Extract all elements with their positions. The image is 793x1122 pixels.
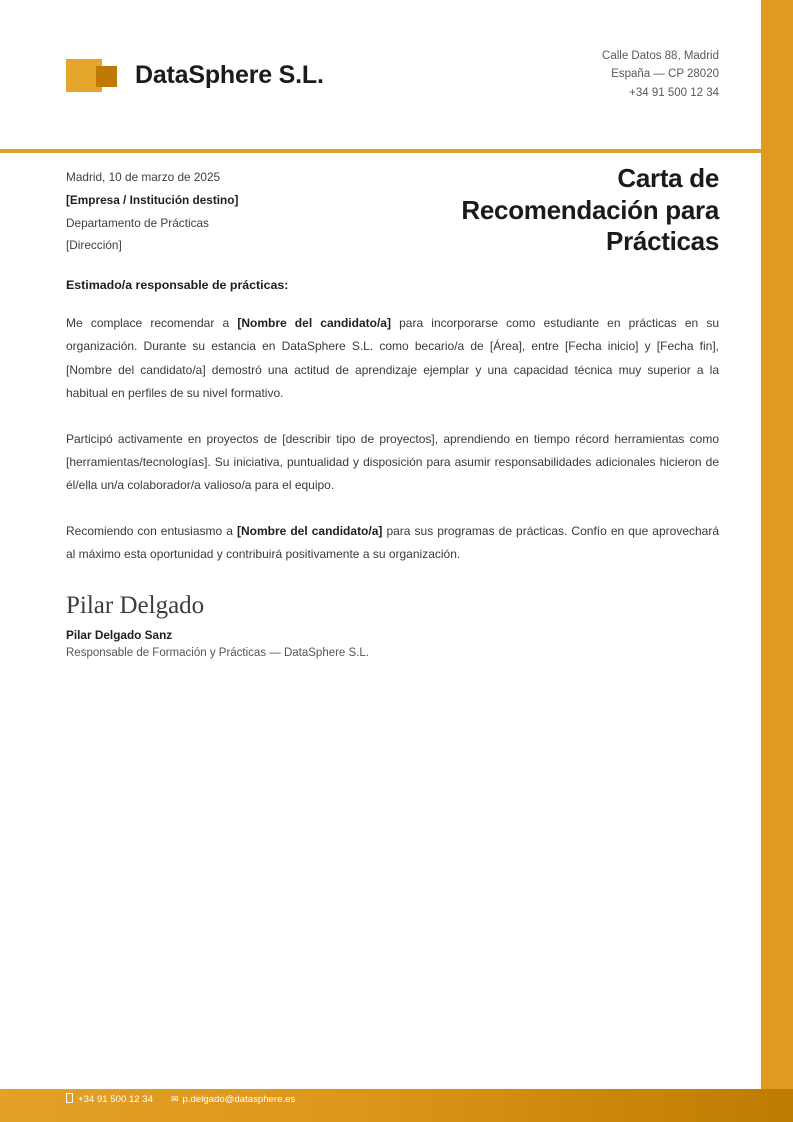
paragraph-3: [66, 520, 719, 567]
paragraph-1: [66, 312, 719, 406]
signature-role: Responsable de Formación y Prácticas — DataSphere S.L.: [66, 647, 369, 660]
missing-glyph-icon: [66, 1093, 74, 1107]
signature-name: Pilar Delgado Sanz: [66, 627, 173, 642]
accent-side-stripe: [761, 0, 793, 1089]
recipient-block: [66, 163, 238, 257]
paragraph-1-text-b: para incorporarse como estudiante en prácticas en su organización. Durante su estancia en DataSphere S.L. como becario/a de [Área], entre [Fecha inicio] y [Fecha fin], [Nombre del candidato/a] demostró una actitud de aprendizaje ejemplar y una capacidad técnica muy superior a la habitual en perfiles de su nivel formativo.: [66, 316, 719, 401]
footer-email-text: p.delgado@datasphere.es: [182, 1094, 296, 1105]
paragraph-1-placeholder-candidate: [Nombre del candidato/a]: [237, 316, 391, 330]
letterhead-header: [0, 0, 761, 149]
salutation: Estimado/a responsable de prácticas:: [66, 278, 289, 292]
recipient-address: [Dirección]: [66, 238, 122, 253]
envelope-icon: ✉: [170, 1094, 179, 1104]
footer-phone-item: [66, 1093, 153, 1107]
paragraph-2: Participó activamente en proyectos de [describir tipo de proyectos], aprendiendo en tiempo récord herramientas como [herramientas/tecnologías]. Su iniciativa, puntualidad y disposición para asumir responsabilidades adicionales hicieron de él/ella un/a colaborador/a valioso/a para el equipo.: [66, 431, 719, 493]
header-contact-line-phone: +34 91 500 12 34: [629, 86, 719, 99]
signature-script: Pilar Delgado: [66, 591, 205, 619]
signature-block: [66, 591, 719, 663]
footer-phone-text: +34 91 500 12 34: [78, 1094, 153, 1105]
paragraph-3-text-a: Recomiendo con entusiasmo a: [66, 523, 237, 538]
brand-name: DataSphere S.L.: [135, 60, 324, 89]
header-divider-rule: [0, 149, 761, 153]
header-contact-block: [602, 47, 719, 103]
paragraph-1-text-a: Me complace recomendar a: [66, 316, 238, 330]
footer-contact-bar: [0, 1089, 793, 1122]
two-squares-logo-icon: [66, 54, 119, 96]
recipient-department: Departamento de Prácticas: [66, 215, 209, 230]
brand-block: [66, 54, 324, 96]
paragraph-3-placeholder-candidate: [Nombre del candidato/a]: [236, 523, 383, 538]
page-title: Carta de Recomendación para Prácticas: [461, 163, 719, 257]
footer-email-item: [171, 1093, 295, 1107]
paragraph-3-text-b: para sus programas de prácticas. Confío en que aprovechará al máximo esta oportunidad y contribuirá positivamente a su organización.: [66, 523, 720, 562]
header-contact-line-region: España — CP 28020: [611, 68, 719, 81]
letter-body: [0, 278, 761, 663]
letter-meta-row: [0, 163, 761, 258]
logo-square-dark: [96, 66, 117, 87]
header-contact-line-address: Calle Datos 88, Madrid: [602, 49, 719, 62]
letter-date: Madrid, 10 de marzo de 2025: [66, 170, 221, 184]
recipient-company: [Empresa / Institución destino]: [66, 192, 239, 207]
